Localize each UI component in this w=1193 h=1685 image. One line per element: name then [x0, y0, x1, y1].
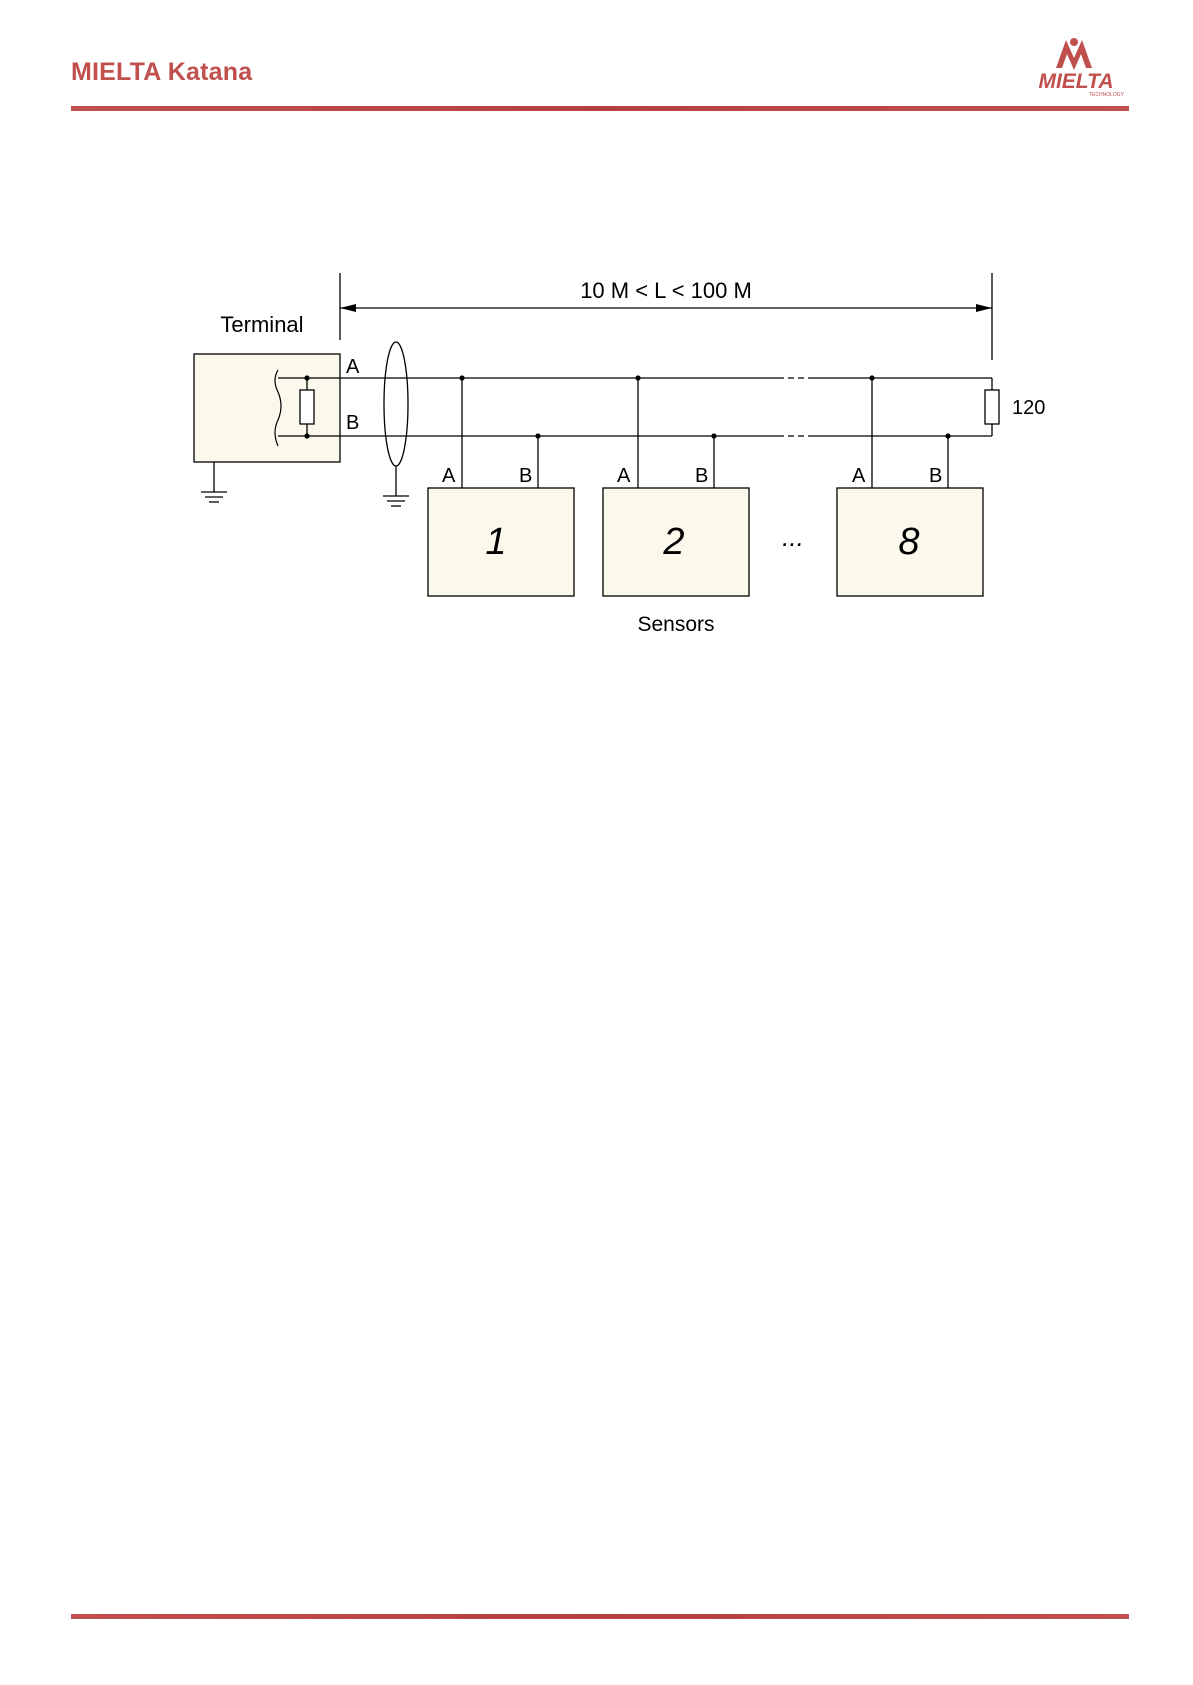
- terminal-box: [194, 354, 340, 462]
- shield-ground-icon: [383, 466, 409, 506]
- logo-wordmark: MIELTA: [1038, 70, 1114, 93]
- terminal-label: Terminal: [220, 312, 304, 337]
- sensor-pin-b-label: B: [519, 465, 533, 487]
- sensor-pin-a-label: A: [617, 465, 631, 487]
- termination-resistor: [985, 390, 999, 424]
- dimension-arrow-left: [340, 304, 356, 312]
- length-label: 10 M < L < 100 M: [580, 278, 752, 303]
- mielta-logo-icon: [1056, 38, 1092, 70]
- sensor-pin-b-label: B: [929, 465, 943, 487]
- logo-tagline: TECHNOLOGY: [1088, 92, 1124, 98]
- sensor-ellipsis: ...: [782, 522, 804, 552]
- mielta-logo: [1024, 30, 1128, 100]
- sensor-pin-a-label: A: [442, 465, 456, 487]
- line-a-label: A: [346, 356, 360, 378]
- sensor-pin-a-label: A: [852, 465, 866, 487]
- terminal-resistor: [300, 390, 314, 424]
- header-rule: [71, 106, 1129, 111]
- cable-shield: [384, 342, 408, 466]
- sensors-label: Sensors: [637, 613, 715, 636]
- sensor-number: 2: [663, 521, 685, 563]
- termination-resistor-label: 120: [1012, 397, 1046, 419]
- footer-rule: [71, 1614, 1129, 1619]
- dimension-arrow-right: [976, 304, 992, 312]
- sensor-number: 8: [898, 521, 920, 563]
- document-title: MIELTA Katana: [71, 58, 253, 86]
- sensor-number: 1: [485, 521, 507, 563]
- rs485-wiring-diagram: [180, 270, 1060, 640]
- line-b-label: B: [346, 412, 360, 434]
- sensor-pin-b-label: B: [695, 465, 709, 487]
- terminal-ground-icon: [201, 462, 227, 502]
